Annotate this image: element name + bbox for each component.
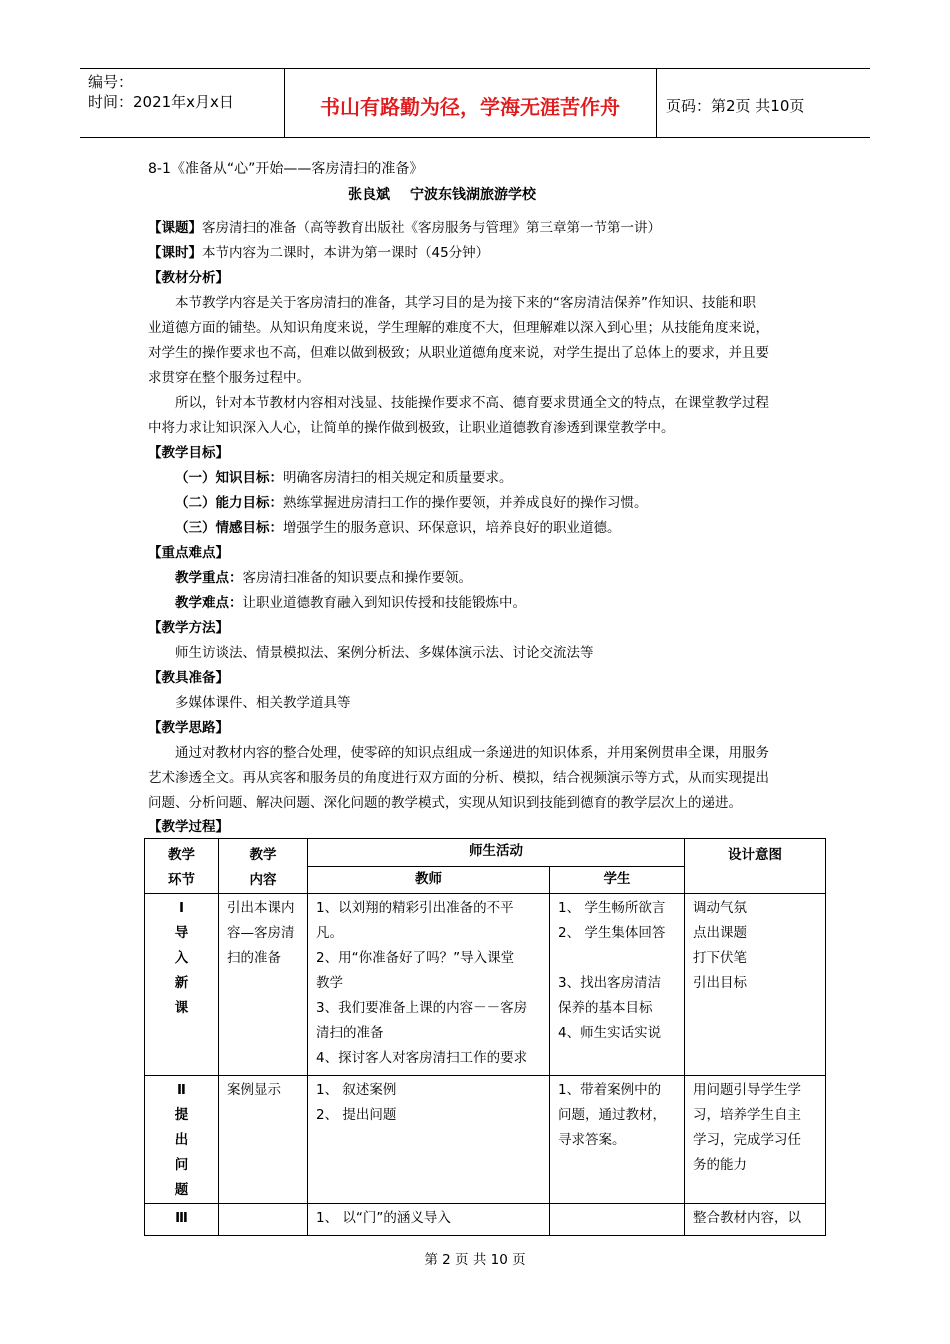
row1-student-line: 保养的基本目标 <box>558 1000 653 1016</box>
row1-student-line: 3、找出客房清洁 <box>558 975 662 991</box>
table-row <box>145 894 826 1076</box>
col-header-intent <box>685 839 826 894</box>
ideas-line1: 通过对教材内容的整合处理，使零碎的知识点组成一条递进的知识体系，并用案例贯串全课，用服务 <box>175 745 769 761</box>
col-header-content-2: 内容 <box>249 872 277 888</box>
row1-teacher-line: 清扫的准备 <box>316 1025 384 1041</box>
author-line <box>348 186 536 204</box>
row2-teacher-line: 2、 提出问题 <box>316 1107 397 1123</box>
col-header-intent-text: 设计意图 <box>728 847 782 863</box>
author-name: 张良斌 <box>348 187 390 203</box>
header-motto: 书山有路勤为径，学海无涯苦作舟 <box>320 95 620 119</box>
document-header <box>80 68 870 138</box>
col-header-teacher: 教师 <box>308 866 550 894</box>
keypoint-focus <box>175 569 472 587</box>
ideas-heading: 【教学思路】 <box>148 720 229 736</box>
row3-stage-line: Ⅲ <box>175 1210 188 1226</box>
methods-text: 师生访谈法、情景模拟法、案例分析法、多媒体演示法、讨论交流法等 <box>175 645 594 661</box>
goal-ability <box>175 494 648 512</box>
row3-content <box>219 1204 308 1236</box>
row1-student-gap <box>558 946 676 971</box>
row2-student-line: 问题，通过教材， <box>558 1107 666 1123</box>
row2-stage-line: 问 <box>174 1157 189 1173</box>
row2-intent-line: 学习，完成学习任 <box>693 1132 801 1148</box>
analysis-heading: 【教材分析】 <box>148 270 229 286</box>
topic-line <box>148 219 661 237</box>
row3-intent <box>685 1204 826 1236</box>
row1-teacher <box>308 894 550 1076</box>
tools-text: 多媒体课件、相关教学道具等 <box>175 695 351 711</box>
doc-time-label: 时间：2021年x月x日 <box>88 93 234 111</box>
page-footer: 第 2 页 共 10 页 <box>424 1252 526 1268</box>
analysis-p1-line4: 求贯穿在整个服务过程中。 <box>148 370 310 386</box>
row2-student <box>550 1076 685 1204</box>
row2-teacher <box>308 1076 550 1204</box>
row2-intent-line: 习，培养学生自主 <box>693 1107 801 1123</box>
row3-intent-line: 整合教材内容，以 <box>693 1210 801 1226</box>
row3-teacher-line: 1、 以“门”的涵义导入 <box>316 1210 451 1226</box>
goal-emotion-label: （三）情感目标： <box>175 520 283 536</box>
row1-stage-line: 课 <box>174 1000 189 1016</box>
row2-content <box>219 1076 308 1204</box>
row1-stage-line: 新 <box>174 975 189 991</box>
ideas-line2: 艺术渗透全文。再从宾客和服务员的角度进行双方面的分析、模拟，结合视频演示等方式，从而实现提出 <box>148 770 769 786</box>
keypoint-difficulty <box>175 594 526 612</box>
row2-stage-line: 题 <box>174 1182 189 1198</box>
row1-stage-line: 入 <box>174 950 189 966</box>
row1-stage-line: 导 <box>174 925 189 941</box>
row1-teacher-line: 3、我们要准备上课的内容－－客房 <box>316 1000 528 1016</box>
col-header-stage-1: 教学 <box>168 847 195 863</box>
keypoints-heading: 【重点难点】 <box>148 545 229 561</box>
row2-student-line: 寻求答案。 <box>558 1132 626 1148</box>
header-page-cell <box>656 69 870 137</box>
goal-ability-text: 熟练掌握进房清扫工作的操作要领，并养成良好的操作习惯。 <box>283 495 648 511</box>
row1-student-line: 4、师生实话实说 <box>558 1025 662 1041</box>
row1-intent-line: 打下伏笔 <box>693 950 747 966</box>
row1-stage-line: Ⅰ <box>178 900 185 916</box>
row2-teacher-line: 1、 叙述案例 <box>316 1082 397 1098</box>
goal-emotion-text: 增强学生的服务意识、环保意识，培养良好的职业道德。 <box>283 520 621 536</box>
ideas-line3: 问题、分析问题、解决问题、深化问题的教学模式，实现从知识到技能到德育的教学层次上的递进。 <box>148 795 742 811</box>
row1-teacher-line: 2、用“你准备好了吗？”导入课堂 <box>316 950 515 966</box>
keypoint-focus-label: 教学重点： <box>175 570 243 586</box>
row1-content-line: 引出本课内 <box>227 900 295 916</box>
goal-ability-label: （二）能力目标： <box>175 495 283 511</box>
keypoint-focus-text: 客房清扫准备的知识要点和操作要领。 <box>242 570 472 586</box>
methods-heading: 【教学方法】 <box>148 620 229 636</box>
row1-stage <box>145 894 219 1076</box>
row2-intent-line: 务的能力 <box>693 1157 747 1173</box>
row1-intent <box>685 894 826 1076</box>
topic-text: 客房清扫的准备（高等教育出版社《客房服务与管理》第三章第一节第一讲） <box>202 220 661 236</box>
goal-knowledge-label: （一）知识目标： <box>175 470 283 486</box>
header-motto-cell <box>284 69 657 137</box>
col-header-stage <box>145 839 219 894</box>
analysis-p1-line3: 对学生的操作要求也不高，但难以做到极致；从职业道德角度来说，对学生提出了总体上的要求，并且要 <box>148 345 769 361</box>
teaching-process-table <box>144 838 826 1236</box>
row1-student-line: 2、 学生集体回答 <box>558 925 666 941</box>
col-header-activity: 师生活动 <box>308 839 685 867</box>
row1-student <box>550 894 685 1076</box>
row1-teacher-line: 教学 <box>316 975 343 991</box>
analysis-p2-line1: 所以，针对本节教材内容相对浅显、技能操作要求不高、德育要求贯通全文的特点，在课堂教学过程 <box>175 395 769 411</box>
table-row <box>145 1204 826 1236</box>
row2-stage-line: 提 <box>174 1107 189 1123</box>
row3-student <box>550 1204 685 1236</box>
row3-stage <box>145 1204 219 1236</box>
row1-content <box>219 894 308 1076</box>
keypoint-difficulty-label: 教学难点： <box>175 595 243 611</box>
tools-heading: 【教具准备】 <box>148 670 229 686</box>
row1-intent-line: 引出目标 <box>693 975 747 991</box>
row2-intent <box>685 1076 826 1204</box>
analysis-p2-line2: 中将力求让知识深入人心，让简单的操作做到极致，让职业道德教育渗透到课堂教学中。 <box>148 420 675 436</box>
goal-emotion <box>175 519 621 537</box>
analysis-p1-line2: 业道德方面的铺垫。从知识角度来说，学生理解的难度不大，但理解难以深入到心里；从技能角度来说， <box>148 320 769 336</box>
row2-student-line: 1、带着案例中的 <box>558 1082 662 1098</box>
row1-teacher-line: 1、以刘翔的精彩引出准备的不平 <box>316 900 514 916</box>
row2-content-line: 案例显示 <box>227 1082 281 1098</box>
col-header-stage-2: 环节 <box>168 872 195 888</box>
doc-code-label: 编号： <box>88 73 134 91</box>
period-text: 本节内容为二课时，本讲为第一课时（45分钟） <box>202 245 490 261</box>
row1-content-line: 容—客房清 <box>227 925 295 941</box>
analysis-p1-line1: 本节教学内容是关于客房清扫的准备，其学习目的是为接下来的“客房清洁保养”作知识、技能和职 <box>175 295 756 311</box>
row1-teacher-line: 4、探讨客人对客房清扫工作的要求 <box>316 1050 528 1066</box>
process-heading: 【教学过程】 <box>148 819 229 835</box>
row1-intent-line: 调动气氛 <box>693 900 747 916</box>
table-row <box>145 1076 826 1204</box>
row2-stage-line: 出 <box>174 1132 189 1148</box>
row2-stage <box>145 1076 219 1204</box>
row1-intent-line: 点出课题 <box>693 925 747 941</box>
period-line <box>148 244 489 262</box>
author-school: 宁波东钱湖旅游学校 <box>410 187 536 203</box>
row2-stage-line: Ⅱ <box>177 1082 186 1098</box>
row1-content-line: 扫的准备 <box>227 950 281 966</box>
header-page-number: 页码：第2页 共10页 <box>666 97 805 115</box>
goal-knowledge <box>175 469 513 487</box>
col-header-student: 学生 <box>550 866 685 894</box>
row1-student-line: 1、 学生畅所欲言 <box>558 900 666 916</box>
row2-intent-line: 用问题引导学生学 <box>693 1082 801 1098</box>
header-meta <box>80 69 285 137</box>
lesson-title: 8-1《准备从“心”开始——客房清扫的准备》 <box>148 161 424 177</box>
goal-knowledge-text: 明确客房清扫的相关规定和质量要求。 <box>283 470 513 486</box>
col-header-content-1: 教学 <box>249 847 277 863</box>
col-header-content <box>219 839 308 894</box>
topic-label: 【课题】 <box>148 220 202 236</box>
keypoint-difficulty-text: 让职业道德教育融入到知识传授和技能锻炼中。 <box>242 595 526 611</box>
goals-heading: 【教学目标】 <box>148 445 229 461</box>
row3-teacher <box>308 1204 550 1236</box>
period-label: 【课时】 <box>148 245 202 261</box>
row1-teacher-line: 凡。 <box>316 925 343 941</box>
